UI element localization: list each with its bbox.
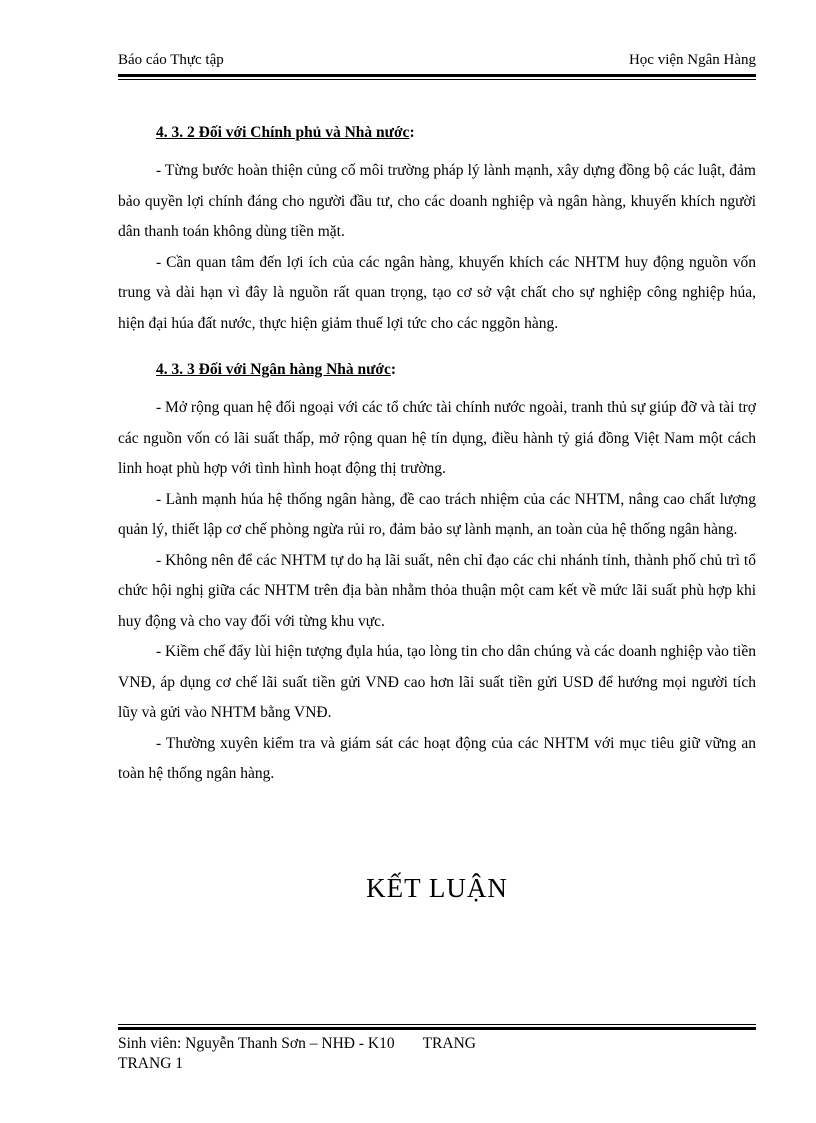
paragraph: - Kiềm chế đẩy lùi hiện tượng đụla húa, tạo lòng tin cho dân chúng và các doanh nghiệp vào tiền VNĐ, áp dụng cơ chế lãi suất tiền gửi VNĐ cao hơn lãi suất tiền gửi USD để hướng mọi người tích lũy và gửi vào NHTM bằng VNĐ.: [118, 643, 756, 721]
footer-rule: [118, 1024, 756, 1030]
page-header: [118, 52, 756, 72]
header-left-title: Báo cáo Thực tập: [118, 52, 224, 68]
footer-page-number: TRANG 1: [118, 1055, 184, 1072]
paragraph: - Thường xuyên kiểm tra và giám sát các hoạt động của các NHTM với mục tiêu giữ vững an toàn hệ thống ngân hàng.: [118, 734, 756, 782]
header-rule: [118, 74, 756, 80]
conclusion-title: KẾT LUẬN: [366, 873, 508, 903]
section-heading-state-bank: [156, 357, 756, 383]
header-right-title: Học viện Ngân Hàng: [628, 52, 756, 68]
paragraph: - Cần quan tâm đến lợi ích của các ngân hàng, khuyến khích các NHTM huy động nguồn vốn trung và dài hạn vì đây là nguồn rất quan trọng, tạo cơ sở vật chất cho sự nghiệp công nghiệp húa, hiện đại húa đất nước, thực hiện giảm thuế lợi tức cho các nggõn hàng.: [118, 253, 756, 332]
paragraph: - Không nên để các NHTM tự do hạ lãi suất, nên chỉ đạo các chi nhánh tỉnh, thành phố chủ trì tổ chức hội nghị giữa các NHTM trên địa bàn nhằm thỏa thuận một cam kết về mức lãi suất phù hợp khi huy động và cho vay đối với từng khu vực.: [118, 551, 756, 630]
section-heading-state-bank-text: 4. 3. 3 Đối với Ngân hàng Nhà nước: [156, 361, 391, 378]
paragraph: - Mở rộng quan hệ đối ngoại với các tổ chức tài chính nước ngoài, tranh thủ sự giúp đỡ và tài trợ các nguồn vốn có lãi suất thấp, mở rộng quan hệ tín dụng, điều hành tỷ giá đồng Việt Nam một cách linh hoạt phù hợp với tình hình hoạt động thị trường.: [118, 399, 756, 477]
section-heading-government: [156, 120, 756, 146]
section-heading-state-bank-colon: :: [390, 361, 397, 378]
page-footer: [118, 1034, 756, 1074]
paragraph: - Lành mạnh húa hệ thống ngân hàng, đề cao trách nhiệm của các NHTM, nâng cao chất lượng quản lý, thiết lập cơ chế phòng ngừa rủi ro, đảm bảo sự lành mạnh, an toàn của hệ thống ngân hàng.: [118, 490, 756, 538]
paragraph: - Từng bước hoàn thiện củng cố môi trường pháp lý lành mạnh, xây dựng đồng bộ các luật, đảm bảo quyền lợi chính đáng cho người đầu tư, cho các doanh nghiệp và ngân hàng, khuyến khích người dân thanh toán không dùng tiền mặt.: [118, 162, 756, 240]
main-content: [118, 120, 756, 790]
footer-trang: TRANG: [422, 1035, 476, 1052]
section-heading-government-text: 4. 3. 2 Đối với Chính phủ và Nhà nước: [156, 124, 410, 141]
section-heading-government-colon: :: [409, 124, 415, 141]
footer-student: Sinh viên: Nguyễn Thanh Sơn – NHĐ - K10: [118, 1035, 395, 1052]
